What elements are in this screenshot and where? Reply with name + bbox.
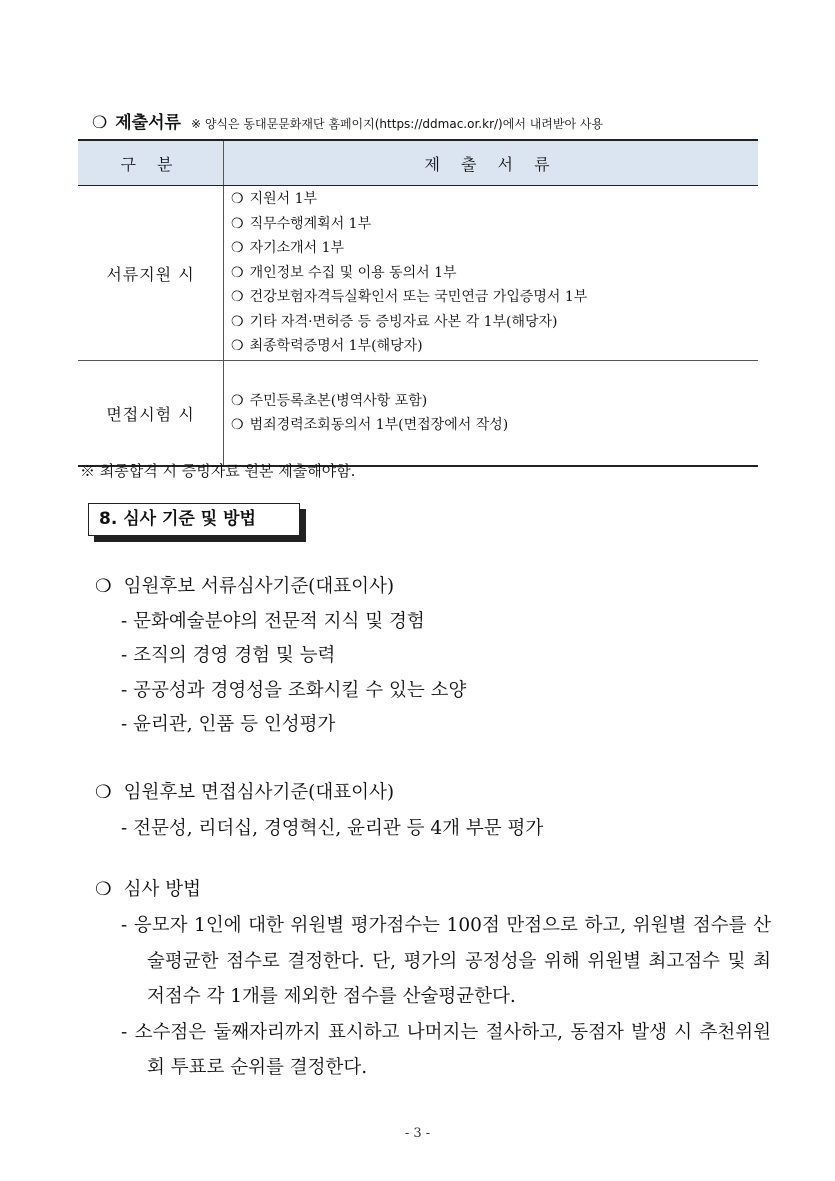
list-item: ❍ 개인정보 수집 및 이용 동의서 1부 bbox=[231, 264, 457, 281]
circle-bullet-icon: ❍ bbox=[231, 392, 244, 409]
documents-table bbox=[78, 139, 758, 467]
list-item: - 윤리관, 인품 등 인성평가 bbox=[121, 714, 336, 735]
row-items bbox=[224, 186, 759, 361]
evaluation-method-block bbox=[95, 872, 775, 1086]
section-8-title: 8. 심사 기준 및 방법 bbox=[88, 503, 300, 536]
list-item: - 전문성, 리더십, 경영혁신, 윤리관 등 4개 부문 평가 bbox=[121, 818, 544, 839]
list-item: ❍ 직무수행계획서 1부 bbox=[231, 215, 372, 232]
table-header-row bbox=[78, 140, 758, 186]
docs-section-header bbox=[92, 108, 772, 133]
circle-bullet-icon: ❍ bbox=[95, 782, 112, 803]
block-heading: ❍ 심사 방법 bbox=[95, 879, 201, 900]
list-item: - 문화예술분야의 전문적 지식 및 경험 bbox=[121, 610, 425, 632]
criteria-block-interview bbox=[95, 775, 775, 847]
circle-bullet-icon: ❍ bbox=[231, 215, 244, 232]
table-row bbox=[78, 186, 758, 361]
footnote: ※ 최종합격 시 증빙자료 원본 제출해야함. bbox=[80, 462, 356, 480]
docs-section-note: ※ 양식은 동대문문화재단 홈페이지(https://ddmac.or.kr/)에서 내려받아 사용 bbox=[190, 117, 604, 131]
page-number: - 3 - bbox=[404, 1126, 431, 1141]
list-item: ❍ 자기소개서 1부 bbox=[231, 240, 345, 257]
header-category: 구 분 bbox=[78, 140, 224, 186]
block-heading: ❍ 임원후보 면접심사기준(대표이사) bbox=[95, 782, 395, 803]
list-item: - 조직의 경영 경험 및 능력 bbox=[121, 645, 336, 666]
list-item: - 공공성과 경영성을 조화시킬 수 있는 소양 bbox=[121, 679, 467, 701]
header-documents: 제 출 서 류 bbox=[224, 140, 759, 186]
circle-bullet-icon: ❍ bbox=[231, 264, 244, 281]
list-item: ❍ 주민등록초본(병역사항 포함) bbox=[231, 392, 428, 409]
row-category: 서류지원 시 bbox=[78, 186, 224, 361]
list-item: ❍ 지원서 1부 bbox=[231, 191, 318, 208]
list-item: - 소수점은 둘째자리까지 표시하고 나머지는 절사하고, 동점자 발생 시 추천위원회 투표로 순위를 결정한다. bbox=[121, 1021, 771, 1078]
list-item: ❍ 최종학력증명서 1부(해당자) bbox=[231, 338, 423, 355]
circle-bullet-icon: ❍ bbox=[231, 289, 244, 306]
list-item: ❍ 기타 자격·면허증 등 증빙자료 사본 각 1부(해당자) bbox=[231, 313, 558, 330]
row-items bbox=[224, 361, 759, 467]
circle-bullet-icon: ❍ bbox=[231, 338, 244, 355]
docs-section-title: 제출서류 bbox=[115, 113, 181, 133]
block-heading: ❍ 임원후보 서류심사기준(대표이사) bbox=[95, 576, 395, 597]
circle-bullet-icon: ❍ bbox=[92, 113, 108, 133]
criteria-block-documents bbox=[95, 570, 775, 743]
row-category: 면접시험 시 bbox=[78, 361, 224, 467]
list-item: ❍ 범죄경력조회동의서 1부(면접장에서 작성) bbox=[231, 417, 509, 433]
list-item: - 응모자 1인에 대한 위원별 평가점수는 100점 만점으로 하고, 위원별 점수를 산술평균한 점수로 결정한다. 단, 평가의 공정성을 위해 위원별 최고점수 및 최저점수 각 1개를 제외한 점수를 산술평균한다. bbox=[121, 915, 771, 1007]
circle-bullet-icon: ❍ bbox=[231, 313, 244, 330]
circle-bullet-icon: ❍ bbox=[95, 879, 112, 900]
circle-bullet-icon: ❍ bbox=[231, 417, 244, 433]
list-item: ❍ 건강보험자격득실확인서 또는 국민연금 가입증명서 1부 bbox=[231, 289, 588, 306]
circle-bullet-icon: ❍ bbox=[95, 576, 112, 597]
circle-bullet-icon: ❍ bbox=[231, 191, 244, 208]
table-row bbox=[78, 361, 758, 467]
circle-bullet-icon: ❍ bbox=[231, 240, 244, 257]
